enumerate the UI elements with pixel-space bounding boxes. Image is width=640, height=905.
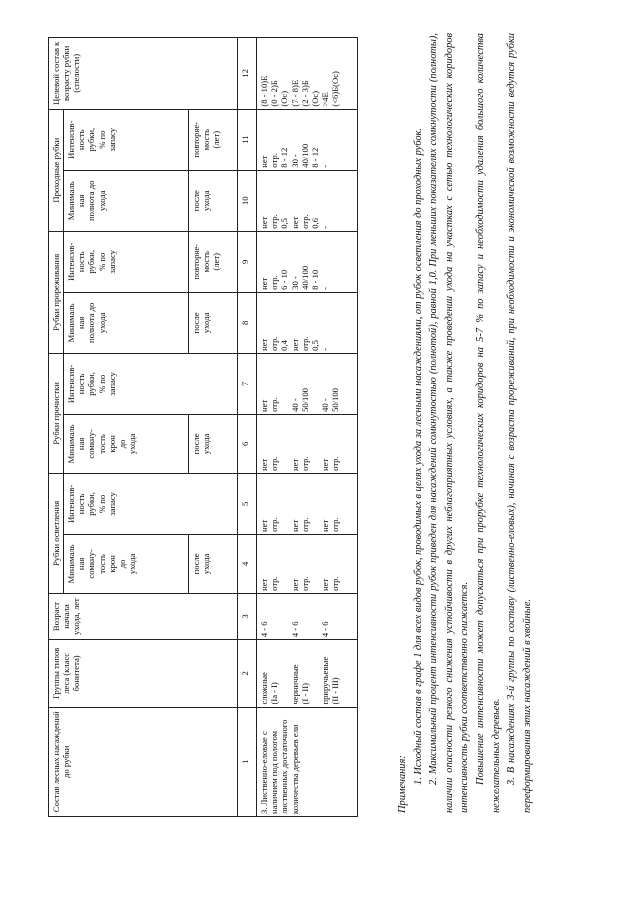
header-target-composition: Целевой состав к возрасту рубки (спелости) [49,38,238,110]
header-composition: Состав лесных насаждений до рубки [49,707,238,816]
repeat-years-9: повторяе- мость (лет) [189,231,238,292]
cell-col11: нет отр. 8 - 12 30 - 40/100 8 - 12 - [257,109,358,170]
header-cleaning: Рубки прочистки [49,353,64,473]
column-number: 10 [238,170,257,231]
subheader-intensity-passage: Интенсив- ность рубки, % по запасу [64,109,189,170]
table-header-row [49,38,64,817]
note-2-continued: Повышение интенсивности может допускаться при прорубке технологических коридоров на 5-7 % по запасу и необходимости удаления большого количества нежелательных деревьев. [475,33,502,813]
header-forest-types: Группы типов леса (класс бонитета) [49,640,238,707]
subheader-min-closure-cleaning: Минималь ная сомкну- тость крон до ухода [64,414,189,473]
after-care-4: после ухода [189,534,238,593]
column-numbers-row [238,38,257,817]
cell-start-age: 4 - 6 4 - 6 4 - 6 [257,593,358,639]
repeat-years-11: повторяе- мость (лет) [189,109,238,170]
cell-forest-types: сложные (Ia - I) черничные (I - II) приручьевые (II - III) [257,640,358,707]
care-felling-table [48,37,358,817]
header-clearing: Рубки осветления [49,473,64,593]
after-care-10: после ухода [189,170,238,231]
cell-composition: 3. Лиственно-еловые с наличием под пологом лиственных достаточного количества деревьев ели [257,707,358,816]
column-number: 8 [238,292,257,353]
column-number: 11 [238,109,257,170]
subheader-min-density-passage: Минималь ная полнота до ухода [64,170,189,231]
cell-col8: нет отр. 0,4 нет отр. 0,5 - [257,292,358,353]
subheader-intensity-cleaning: Интенсив- ность рубки, % по запасу [64,353,238,414]
column-number: 9 [238,231,257,292]
table-row [257,38,358,817]
column-number: 12 [238,38,257,110]
cell-col9: нет отр. 6 - 10 30 - 40/100 8 - 10 - [257,231,358,292]
column-number: 4 [238,534,257,593]
notes-section [395,33,535,813]
subheader-min-density-thinning: Минималь ная полнота до ухода [64,292,189,353]
header-thinning: Рубки прореживания [49,231,64,353]
column-number: 5 [238,473,257,534]
note-1: 1. Исходный состав в графе 1 для всех видов рубок, проводимых в целях ухода за лесными насаждениями, от рубок осветления до проходных рубок. [412,127,424,785]
note-2: 2. Максимальный процент интенсивности рубок приведен для насаждений сомкнутостью (полнотой), равной 1,0. При меньших показателях сомкнутости (полноты), наличии опасности резкого снижения устойчивости в других неблагоприятных условиях, а также проведении ухода на участках с сетью технологических коридоров интенсивность рубки соответственно снижается. [428,33,471,813]
cell-col10: нет отр. 0,5 нет отр. 0,6 - [257,170,358,231]
note-3: 3. В насаждениях 3-й группы по составу (лиственно-еловых), начиная с возраста прореживаний, при необходимости и экономической возможности ведутся рубки переформирования этих насаждений в хвойные. [506,33,533,813]
header-start-age: Возраст начала ухода, лет [49,593,238,639]
column-number: 7 [238,353,257,414]
subheader-intensity-thinning: Интенсив- ность рубки, % по запасу [64,231,189,292]
header-passage: Проходные рубки [49,109,64,231]
subheader-intensity-clearing: Интенсив- ность рубки, % по запасу [64,473,238,534]
column-number: 2 [238,640,257,707]
cell-col6: нет отр. нет отр. нет отр. [257,414,358,473]
column-number: 6 [238,414,257,473]
cell-col5: нет отр. нет отр. нет отр. [257,473,358,534]
column-number: 1 [238,707,257,816]
subheader-min-closure-clearing: Минималь ная сомкну- тость крон до ухода [64,534,189,593]
column-number: 3 [238,593,257,639]
notes-title: Примечания: [397,755,408,813]
after-care-8: после ухода [189,292,238,353]
cell-col4: нет отр. нет отр. нет отр. [257,534,358,593]
cell-col7: нет отр. 40 - 50/100 40 - 50/100 [257,353,358,414]
cell-target-composition: (8 - 10)Е (0 - 2)Б (Ос) (7 - 8)Е (2 - 3)Б (Ос) >4Е (<6)Б(Ос) [257,38,358,110]
after-care-6: после ухода [189,414,238,473]
